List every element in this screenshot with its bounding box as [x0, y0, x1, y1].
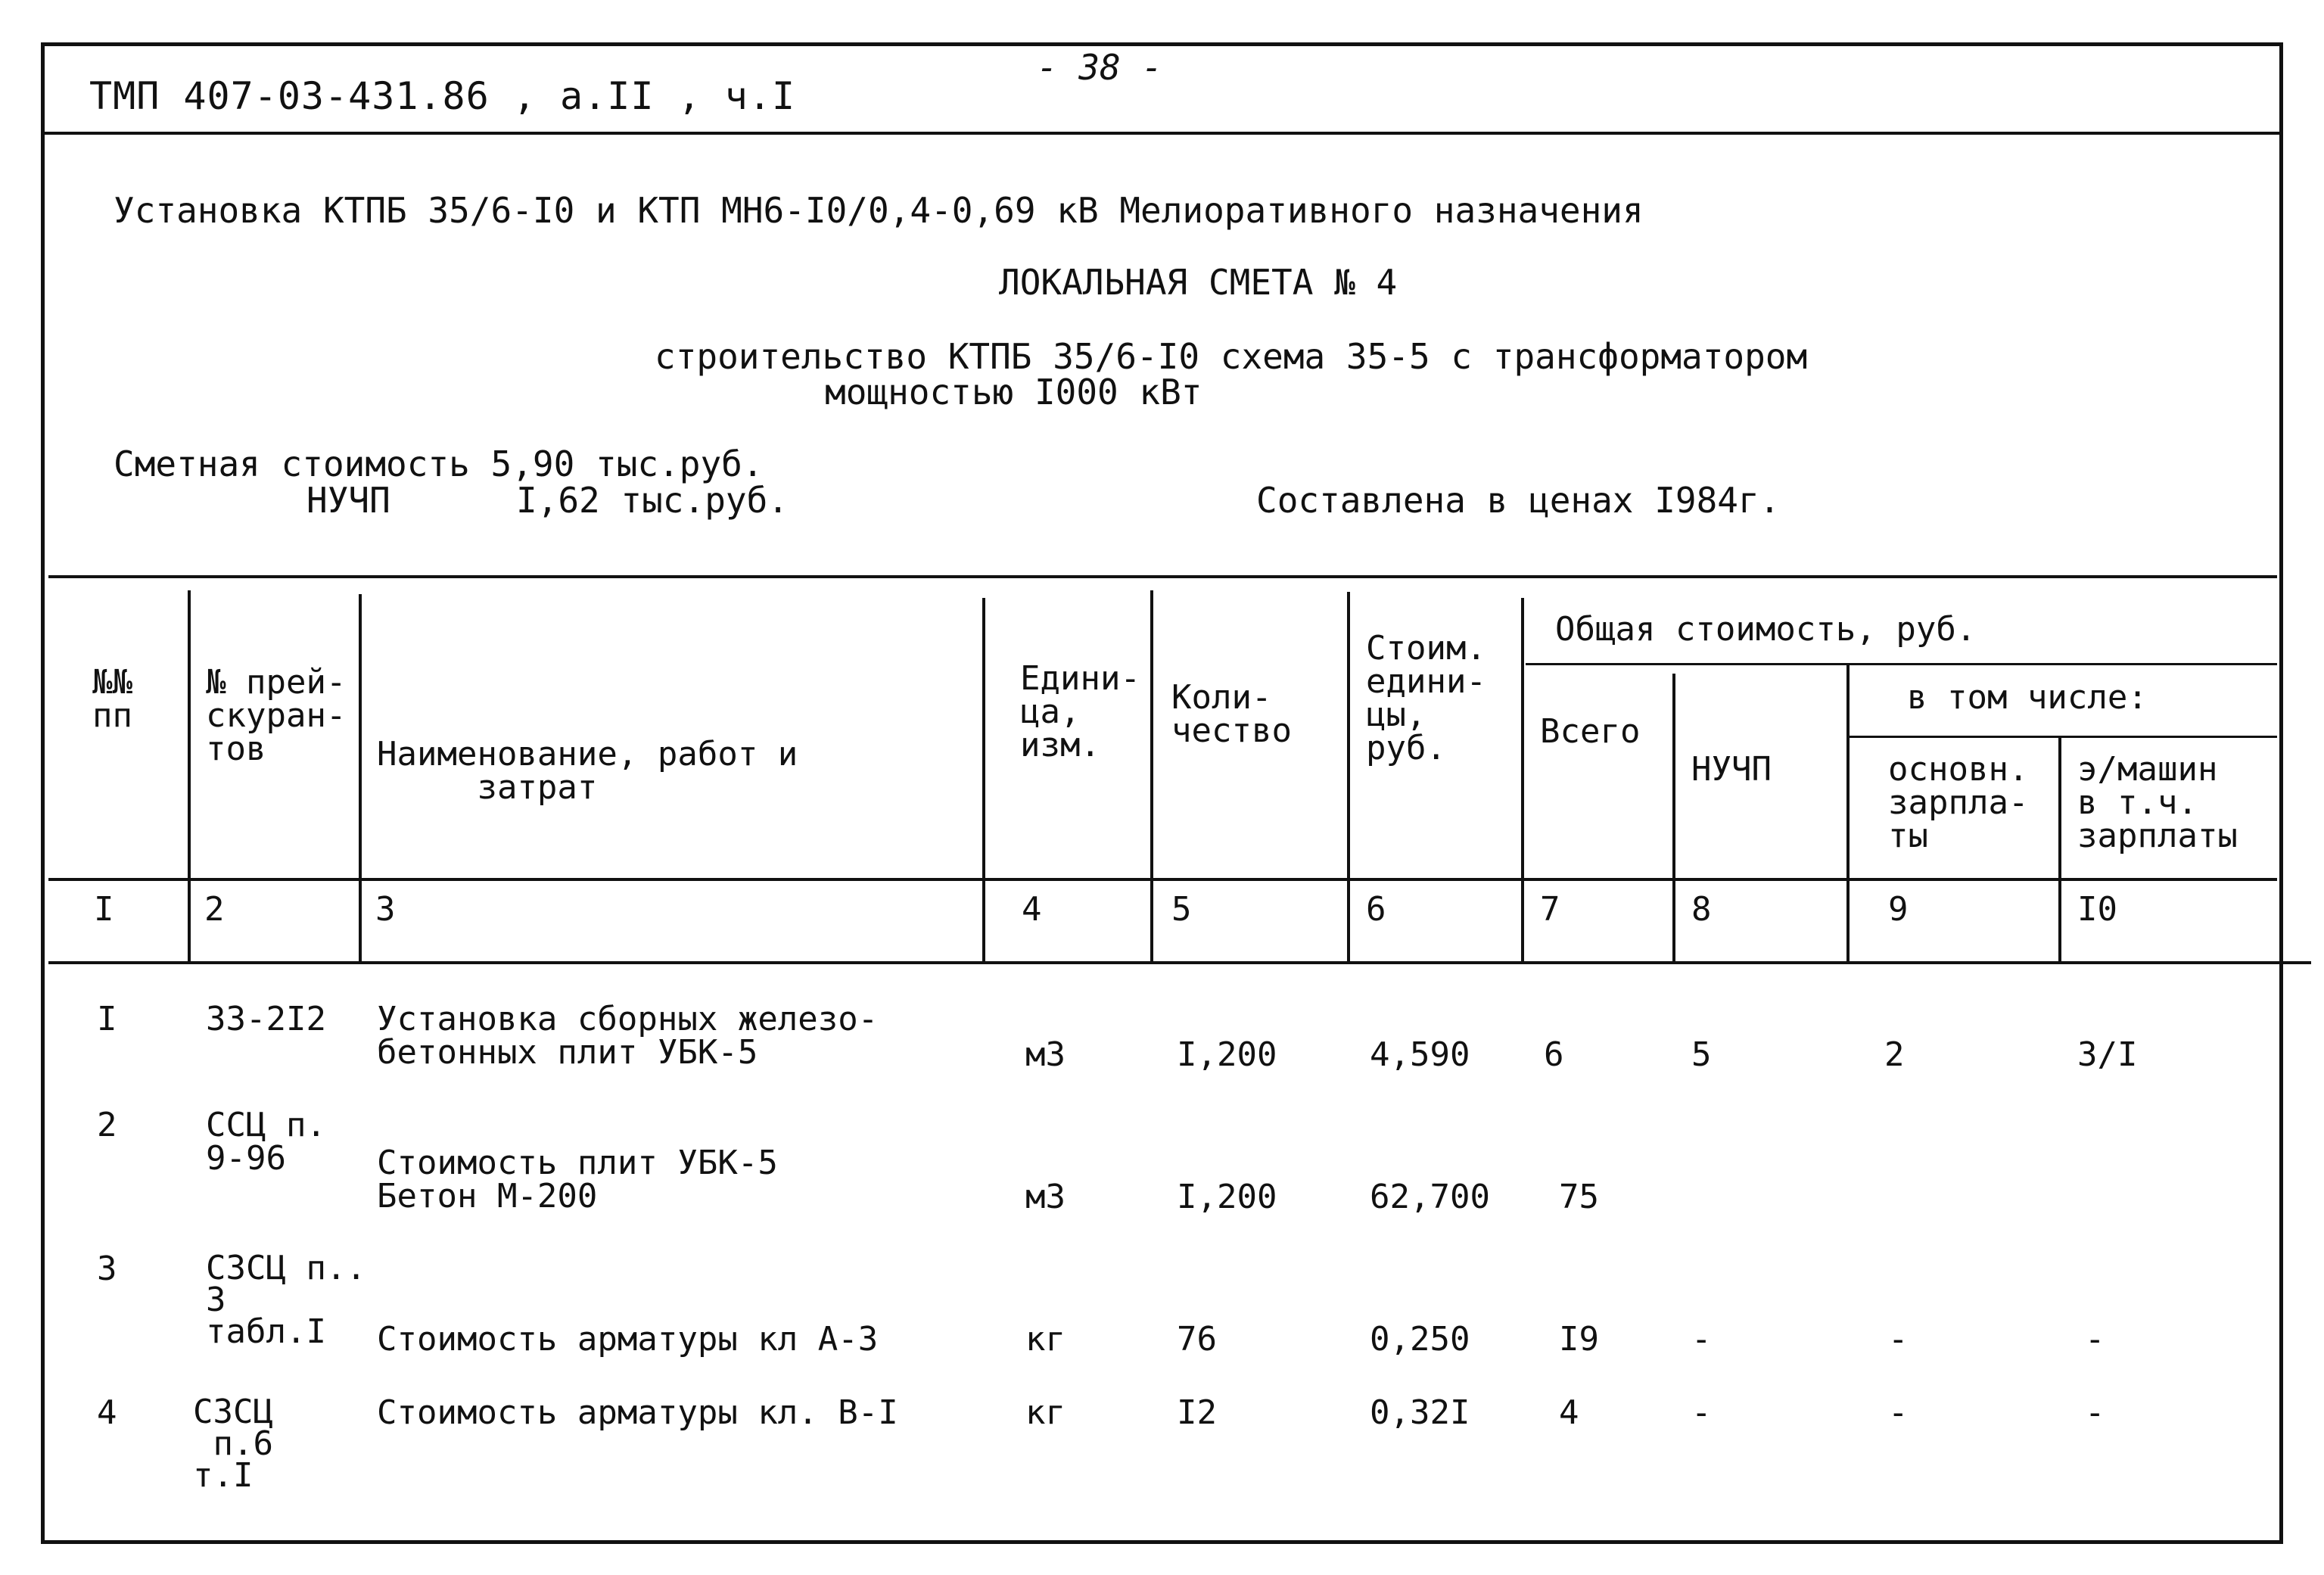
total-group-rule	[1526, 663, 2277, 665]
column-number: 8	[1691, 890, 1712, 929]
column-number: 9	[1888, 890, 1909, 929]
construction-line-2: мощностью I000 кВт	[825, 372, 1202, 412]
row-price-ref: 33-2I2	[206, 1000, 326, 1038]
row-price-ref: ССЦ п. 9-96	[206, 1106, 326, 1178]
column-numbers-rule	[48, 961, 2311, 964]
row-name: Установка сборных железо- бетонных плит УБК-5	[377, 1000, 879, 1072]
header-row-number: №№ пп	[92, 663, 132, 735]
col-divider-9	[2058, 737, 2061, 961]
col-divider-6	[1521, 598, 1524, 961]
page-number: - 38 -	[1037, 47, 1163, 88]
prices-note: Составлена в ценах I984г.	[1256, 480, 1781, 521]
row-nuchp: -	[1691, 1393, 1712, 1432]
row-machines: 3/I	[2077, 1035, 2138, 1074]
row-total: 75	[1559, 1178, 1599, 1216]
header-nuchp: НУЧП	[1691, 750, 1772, 789]
column-number: I0	[2077, 890, 2117, 929]
row-price-ref: СЗСЦ п.. 3 табл.I	[206, 1249, 366, 1351]
row-wages: -	[1888, 1393, 1909, 1432]
column-number: 3	[375, 890, 396, 929]
column-number: 5	[1171, 890, 1192, 929]
column-number: 7	[1540, 890, 1560, 929]
installation-title: Установка КТПБ 35/6-I0 и КТП МН6-I0/0,4-0,69 кВ Мелиоративного назначения	[114, 190, 1644, 231]
header-unit-cost: Стоим. едини- цы, руб.	[1366, 629, 1486, 767]
col-divider-8	[1846, 665, 1850, 961]
row-number: 3	[97, 1250, 117, 1288]
column-number: 4	[1022, 890, 1042, 929]
row-machines: -	[2085, 1320, 2105, 1359]
row-unit: кг	[1025, 1320, 1066, 1359]
row-unit-cost: 0,32I	[1370, 1393, 1470, 1432]
header-machines: э/машин в т.ч. зарплаты	[2077, 750, 2238, 855]
column-number: 6	[1366, 890, 1386, 929]
header-quantity: Коли- чество	[1171, 678, 1292, 750]
header-total-group: Общая стоимость, руб.	[1555, 610, 1977, 649]
col-divider-7	[1672, 674, 1675, 961]
document-code: ТМП 407-03-431.86 , а.II , ч.I	[89, 74, 796, 118]
header-wages: основн. зарпла- ты	[1888, 750, 2029, 855]
nuchp-cost: НУЧП I,62 тыс.руб.	[306, 480, 789, 521]
including-group-rule	[1846, 736, 2277, 738]
row-quantity: 76	[1177, 1320, 1217, 1359]
row-wages: 2	[1884, 1035, 1905, 1074]
row-nuchp: 5	[1691, 1035, 1712, 1074]
table-top-rule	[48, 575, 2277, 578]
row-quantity: I2	[1177, 1393, 1217, 1432]
row-quantity: I,200	[1177, 1035, 1277, 1074]
col-divider-4	[1150, 590, 1153, 961]
row-unit-cost: 62,700	[1370, 1178, 1490, 1216]
row-unit: кг	[1025, 1393, 1066, 1432]
row-machines: -	[2085, 1393, 2105, 1432]
col-divider-1	[188, 590, 191, 961]
row-price-ref: СЗСЦ п.6 т.I	[193, 1393, 273, 1495]
row-unit-cost: 4,590	[1370, 1035, 1470, 1074]
estimate-title: ЛОКАЛЬНАЯ СМЕТА № 4	[999, 262, 1398, 303]
row-total: 6	[1544, 1035, 1564, 1074]
header-bottom-rule	[48, 878, 2277, 881]
row-quantity: I,200	[1177, 1178, 1277, 1216]
row-number: 4	[97, 1393, 117, 1432]
header-unit: Едини- ца, изм.	[1020, 659, 1140, 764]
row-name: Стоимость арматуры кл. В-I	[377, 1393, 898, 1432]
row-unit: м3	[1025, 1035, 1066, 1074]
row-total: I9	[1559, 1320, 1599, 1359]
header-including-group: в том числе:	[1907, 678, 2148, 717]
row-wages: -	[1888, 1320, 1909, 1359]
row-number: 2	[97, 1106, 117, 1144]
header-price-ref: № прей- скуран- тов	[206, 663, 347, 768]
row-name: Стоимость плит УБК-5 Бетон М-200	[377, 1144, 778, 1215]
row-unit-cost: 0,250	[1370, 1320, 1470, 1359]
estimate-cost: Сметная стоимость 5,90 тыс.руб.	[114, 444, 764, 484]
row-total: 4	[1559, 1393, 1579, 1432]
header-total: Всего	[1540, 712, 1641, 751]
col-divider-5	[1347, 592, 1350, 961]
row-unit: м3	[1025, 1178, 1066, 1216]
row-nuchp: -	[1691, 1320, 1712, 1359]
header-name: Наименование, работ и затрат	[377, 735, 798, 807]
construction-line-1: строительство КТПБ 35/6-I0 схема 35-5 с трансформатором	[655, 336, 1808, 377]
column-number: I	[94, 890, 114, 929]
col-divider-2	[359, 594, 362, 961]
col-divider-3	[982, 598, 985, 961]
row-name: Стоимость арматуры кл А-3	[377, 1320, 879, 1359]
column-number: 2	[204, 890, 225, 929]
row-number: I	[97, 1000, 117, 1038]
